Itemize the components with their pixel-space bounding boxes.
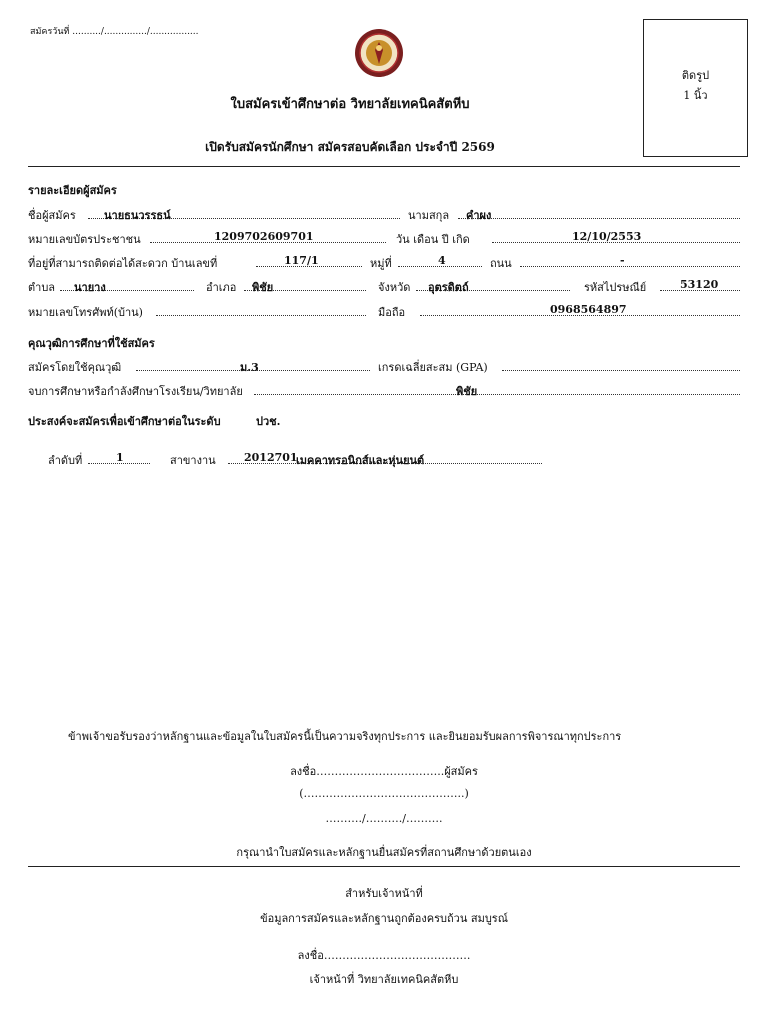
mobile-value: 0968564897 — [550, 303, 627, 316]
officer-role: เจ้าหน้าที่ วิทยาลัยเทคนิคสัตหีบ — [309, 973, 459, 986]
road-value: - — [620, 254, 625, 267]
id-label: หมายเลขบัตรประชาชน — [28, 233, 141, 246]
application-date — [30, 24, 199, 38]
mobile-label: มือถือ — [378, 306, 406, 319]
signature-date: ………./………./………. — [325, 812, 443, 825]
college-logo — [354, 28, 404, 78]
id-value: 1209702609701 — [214, 230, 314, 243]
qualification-section-title: คุณวุฒิการศึกษาที่ใช้สมัคร — [28, 337, 155, 350]
officer-divider — [28, 866, 740, 867]
surname-label: นามสกุล — [408, 209, 450, 222]
intent-label: ประสงค์จะสมัครเพื่อเข้าศึกษาต่อในระดับ — [28, 415, 221, 428]
province-label: จังหวัด — [378, 281, 411, 294]
major-label: สาขางาน — [170, 454, 216, 467]
surname-value: คำผง — [466, 209, 492, 222]
subdistrict-value: นายาง — [74, 281, 106, 294]
road-line — [520, 266, 740, 267]
surname-line — [458, 218, 740, 219]
header-divider — [28, 166, 740, 167]
intent-level: ปวช. — [256, 415, 281, 428]
district-label: อำเภอ — [206, 281, 237, 294]
subdistrict-label: ตำบล — [28, 281, 56, 294]
dob-value: 12/10/2553 — [572, 230, 642, 243]
application-date-label: สมัครวันที่ — [30, 27, 70, 37]
name-value: นายธนวรรธน์ — [104, 209, 171, 222]
dob-label: วัน เดือน ปี เกิด — [396, 233, 470, 246]
school-line — [254, 394, 740, 395]
photo-box — [643, 19, 748, 157]
moo-value: 4 — [438, 254, 446, 267]
gpa-line — [502, 370, 740, 371]
order-label: ลำดับที่ — [48, 454, 83, 467]
road-label: ถนน — [490, 257, 512, 270]
level-label: สมัครโดยใช้คุณวุฒิ — [28, 361, 122, 374]
address-label: ที่อยู่ที่สามารถติดต่อได้สะดวก บ้านเลขที่ — [28, 257, 218, 270]
district-value: พิชัย — [252, 281, 274, 294]
college-seal-icon — [354, 28, 404, 78]
name-label: ชื่อผู้สมัคร — [28, 209, 76, 222]
gpa-label: เกรดเฉลี่ยสะสม (GPA) — [378, 361, 488, 374]
application-date-blank: ........../.............../................. — [72, 27, 199, 37]
major-name: เมคคาทรอนิกส์และหุ่นยนต์ — [296, 454, 425, 467]
submission-note: กรุณานำใบสมัครและหลักฐานยื่นสมัครที่สถานศึกษาด้วยตนเอง — [236, 846, 532, 859]
applicant-section-title: รายละเอียดผู้สมัคร — [28, 184, 117, 197]
photo-box-line2: 1 นิ้ว — [683, 89, 708, 102]
province-value: อุตรดิตถ์ — [428, 281, 469, 294]
postcode-value: 53120 — [680, 278, 719, 291]
level-value: ม.3 — [240, 361, 259, 374]
declaration-text: ข้าพเจ้าขอรับรองว่าหลักฐานและข้อมูลในใบสมัครนี้เป็นความจริงทุกประการ และยินยอมรับผลการพิจารณาทุกประการ — [68, 730, 622, 743]
order-value: 1 — [116, 451, 124, 464]
photo-box-line1: ติดรูป — [681, 69, 710, 82]
page-title: ใบสมัครเข้าศึกษาต่อ วิทยาลัยเทคนิคสัตหีบ — [230, 97, 470, 112]
phone-label: หมายเลขโทรศัพท์(บ้าน) — [28, 306, 143, 319]
major-code: 2012701 — [244, 451, 298, 464]
officer-title: สำหรับเจ้าหน้าที่ — [345, 887, 423, 900]
applicant-signature: ลงชื่อ……………………………..ผู้สมัคร — [290, 765, 478, 778]
applicant-name-parentheses: (……………………………………..) — [299, 787, 469, 800]
school-label: จบการศึกษาหรือกำลังศึกษาโรงเรียน/วิทยาลัย — [28, 385, 243, 398]
postcode-label: รหัสไปรษณีย์ — [584, 281, 647, 294]
moo-label: หมู่ที่ — [370, 257, 392, 270]
officer-check: ข้อมูลการสมัครและหลักฐานถูกต้องครบถ้วน สมบูรณ์ — [260, 912, 508, 925]
house-no-value: 117/1 — [284, 254, 319, 267]
phone-line — [156, 315, 366, 316]
page-subtitle: เปิดรับสมัครนักศึกษา สมัครสอบคัดเลือก ประจำปี 2569 — [205, 140, 495, 154]
school-value: พิชัย — [456, 385, 478, 398]
officer-signature: ลงชื่อ…………………………………. — [297, 949, 471, 962]
